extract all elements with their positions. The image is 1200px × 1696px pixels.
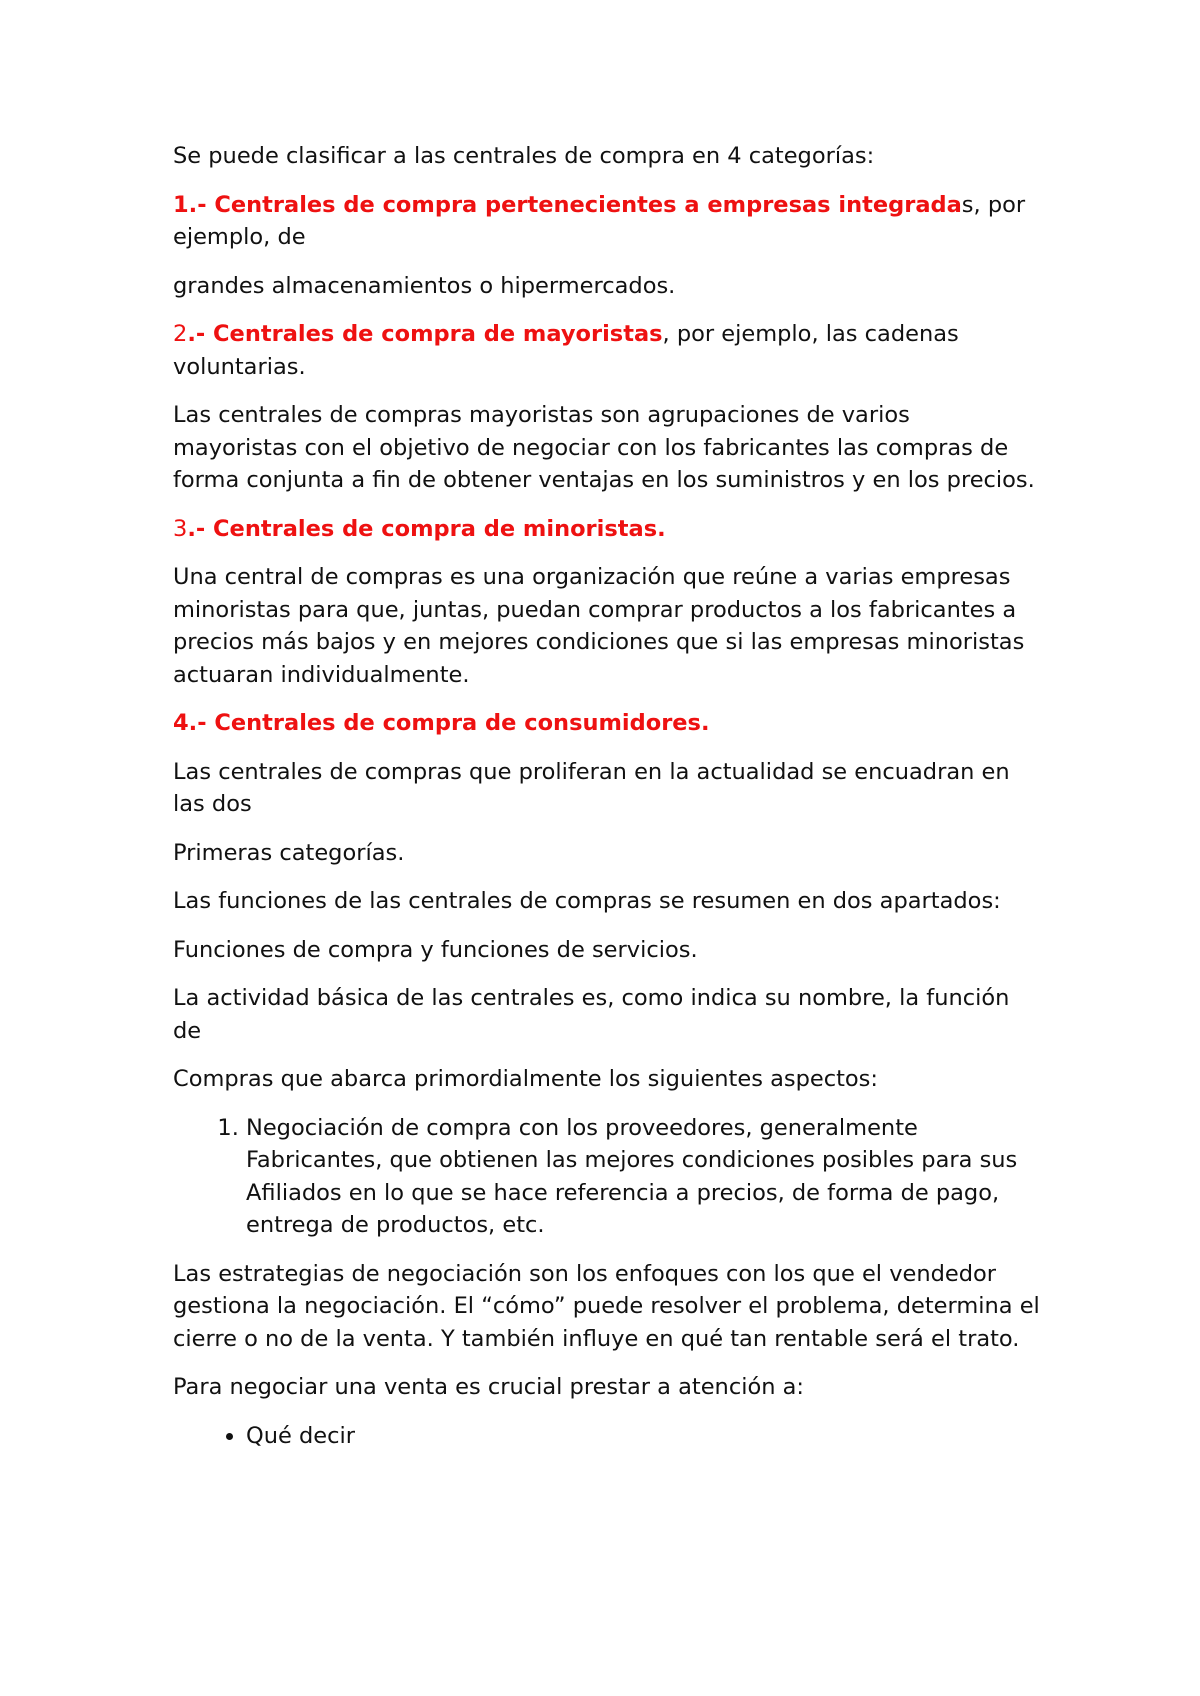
category-4-paragraph <box>173 707 1040 740</box>
aspects-ordered-list <box>173 1112 1040 1242</box>
category-1-continuation: grandes almacenamientos o hipermercados. <box>173 272 676 299</box>
proliferan-paragraph: Las centrales de compras que proliferan en la actualidad se encuadran en las dos <box>173 758 1010 817</box>
category-4-heading: 4.- Centrales de compra de consumidores. <box>173 710 710 736</box>
category-1-tail: s, por ejemplo, de <box>173 191 1026 250</box>
category-2-paragraph <box>173 318 1040 383</box>
category-1-paragraph <box>173 189 1040 254</box>
category-2-number: 2 <box>173 321 188 347</box>
intro-paragraph: Se puede clasificar a las centrales de compra en 4 categorías: <box>173 143 875 169</box>
negociar-paragraph: Para negociar una venta es crucial prestar a atención a: <box>173 1374 804 1400</box>
list-item: 1. Negociación de compra con los proveedores, generalmente Fabricantes, que obtienen las mejores condiciones posibles para sus Afiliados en lo que se hace referencia a precios, de forma de pago, entrega de productos, etc. <box>246 1112 1040 1242</box>
funciones-paragraph: Las funciones de las centrales de compras se resumen en dos apartados: <box>173 888 1001 914</box>
bullet-list <box>173 1420 1040 1453</box>
actividad-paragraph: La actividad básica de las centrales es, como indica su nombre, la función de <box>173 985 1010 1044</box>
category-3-heading: .- Centrales de compra de minoristas. <box>187 515 666 542</box>
list-item: • Qué decir <box>246 1420 1040 1453</box>
category-3-number: 3 <box>173 515 188 542</box>
category-2-tail: , por ejemplo, las cadenas voluntarias. <box>173 321 959 380</box>
minoristas-paragraph: Una central de compras es una organización que reúne a varias empresas minoristas para que, juntas, puedan comprar productos a los fabricantes a precios más bajos y en mejores condiciones que si las empresas minoristas actuaran individualmente. <box>173 564 1025 688</box>
category-1-heading: 1.- Centrales de compra pertenecientes a empresas integrada <box>173 191 962 218</box>
category-3-paragraph <box>173 513 1040 546</box>
funciones-tipos-paragraph: Funciones de compra y funciones de servicios. <box>173 936 698 963</box>
category-2-heading: .- Centrales de compra de mayoristas <box>187 321 663 347</box>
mayoristas-paragraph: Las centrales de compras mayoristas son agrupaciones de varios mayoristas con el objetivo de negociar con los fabricantes las compras de forma conjunta a fin de obtener ventajas en los suministros y en los precios. <box>173 402 1035 493</box>
primeras-paragraph: Primeras categorías. <box>173 839 405 866</box>
compras-paragraph: Compras que abarca primordialmente los siguientes aspectos: <box>173 1066 878 1092</box>
estrategias-paragraph: Las estrategias de negociación son los enfoques con los que el vendedor gestiona la negociación. El “cómo” puede resolver el problema, determina el cierre o no de la venta. Y también influye en qué tan rentable será el trato. <box>173 1260 1040 1352</box>
